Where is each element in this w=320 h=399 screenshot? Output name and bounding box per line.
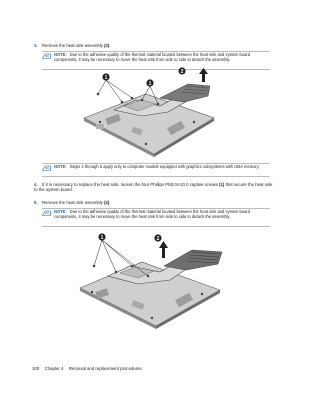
note-text: Steps 4 through 6 apply only to computer models equipped with graphics subsystems with UMA memory. <box>69 164 260 169</box>
step-text-end: . <box>109 43 111 48</box>
figure-heat-sink-removal-1 <box>76 58 226 158</box>
lift-arrow <box>159 241 168 258</box>
callout-1-text: 1 <box>148 81 152 87</box>
step-text: Remove the heat sink assembly <box>42 43 105 48</box>
lift-arrow <box>199 68 208 82</box>
callout-2-text: 2 <box>180 69 184 75</box>
chapter-label: Chapter 4 <box>44 366 64 371</box>
step-5 <box>34 200 274 205</box>
figure-heat-sink-removal-2 <box>72 226 232 330</box>
note-icon <box>42 53 51 59</box>
note-label: NOTE: <box>54 52 67 57</box>
step-number: 4. <box>34 182 38 187</box>
step-text: Remove the heat sink assembly <box>42 200 105 205</box>
callout-1-text: 1 <box>100 235 104 241</box>
note-3 <box>54 209 270 219</box>
note-text: Due to the adhesive quality of the thermal material located between the heat sink and system board components, it may be necessary to move the heat sink from side to side to detach the assembly. <box>54 209 250 220</box>
step-callout: (1) <box>219 182 225 187</box>
step-text-end: that secure the heat sink to the system board. <box>34 182 273 193</box>
step-callout: (2) <box>104 200 110 205</box>
section-title: Removal and replacement procedures <box>68 366 142 371</box>
note-2 <box>54 164 270 169</box>
callout-2-text: 2 <box>156 236 160 242</box>
step-text: If it is necessary to replace the heat sink, loosen the four Phillips PM2.5×10.0 captive screws <box>42 182 220 187</box>
step-number: 3. <box>34 43 38 48</box>
note-label: NOTE: <box>54 164 67 169</box>
step-number: 5. <box>34 200 38 205</box>
step-3 <box>34 43 274 48</box>
note-icon <box>42 165 51 171</box>
note-icon <box>42 210 51 216</box>
step-4 <box>34 182 274 193</box>
note-rule-bottom <box>42 176 270 177</box>
step-text-end: . <box>109 200 111 205</box>
page-number: 100 <box>32 366 40 371</box>
note-label: NOTE: <box>54 209 67 214</box>
callout-1-text: 1 <box>104 75 108 81</box>
step-callout: (2) <box>104 43 110 48</box>
note-text: Due to the adhesive quality of the thermal material located between the heat sink and system board components, it may be necessary to move the heat sink from side to side to detach the assembly. <box>54 52 250 63</box>
page-footer <box>32 366 272 371</box>
